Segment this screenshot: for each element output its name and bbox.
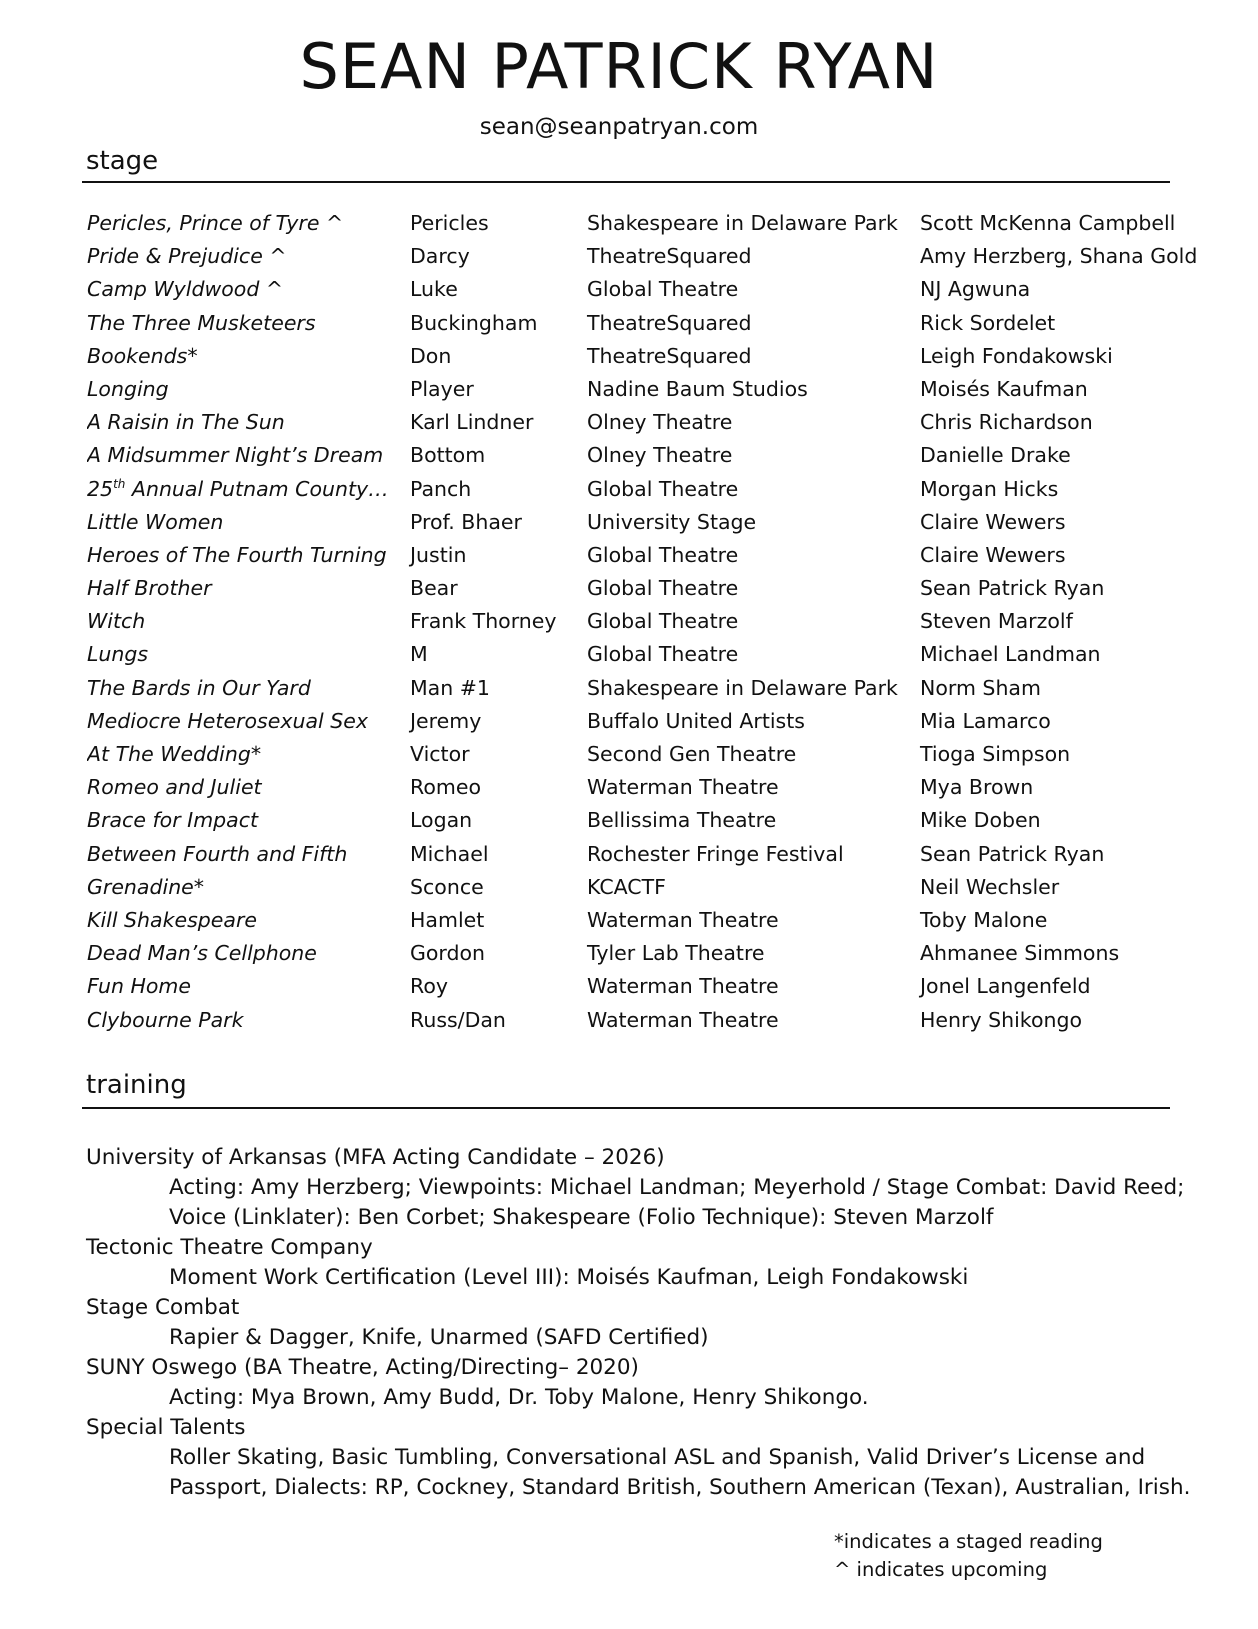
credit-venue: Second Gen Theatre (587, 742, 797, 766)
credit-title: Lungs (87, 642, 149, 667)
credit-venue: Shakespeare in Delaware Park (587, 675, 898, 700)
credit-row (87, 1004, 1207, 1037)
credit-venue: University Stage (587, 509, 757, 534)
credit-director: Mike Doben (920, 808, 1041, 833)
credit-row (87, 838, 1207, 871)
credit-row (87, 506, 1207, 539)
credit-venue: Olney Theatre (587, 443, 733, 468)
credit-row (87, 804, 1207, 837)
credit-row (87, 638, 1207, 671)
stage-divider (82, 181, 1170, 183)
credit-role: Russ/Dan (410, 1007, 506, 1032)
credit-title: Romeo and Juliet (87, 775, 262, 800)
credit-venue: Waterman Theatre (587, 974, 779, 999)
staged-reading-note: *indicates a staged reading (834, 1530, 1103, 1553)
credit-venue: Rochester Fringe Festival (587, 841, 844, 866)
credit-row (87, 373, 1207, 406)
credit-title: The Three Musketeers (87, 310, 316, 335)
credit-row (87, 904, 1207, 937)
credit-row (87, 970, 1207, 1003)
credit-row (87, 473, 1207, 506)
credit-role: Hamlet (410, 907, 485, 932)
credit-venue: TheatreSquared (587, 244, 752, 269)
credit-row (87, 572, 1207, 605)
credit-role: Bear (410, 576, 458, 601)
training-institution: University of Arkansas (MFA Acting Candidate – 2026) (86, 1145, 665, 1170)
credit-title-number: 25 (87, 476, 114, 501)
credit-role: Panch (410, 476, 472, 501)
credit-venue: Tyler Lab Theatre (587, 941, 765, 966)
credit-row (87, 273, 1207, 306)
credit-role: Jeremy (410, 708, 482, 733)
credit-role: Don (410, 343, 452, 368)
credit-role: Frank Thorney (410, 609, 557, 634)
stage-heading: stage (86, 146, 159, 176)
credit-title: Longing (87, 376, 169, 401)
credit-row (87, 307, 1207, 340)
credit-row (87, 937, 1207, 970)
credit-role: Logan (410, 808, 473, 833)
credit-title: Little Women (87, 509, 224, 534)
credit-row (87, 406, 1207, 439)
credit-role: Player (410, 376, 474, 401)
credit-venue: Waterman Theatre (587, 907, 779, 932)
credit-venue: TheatreSquared (587, 343, 752, 368)
credit-title: Clybourne Park (87, 1007, 244, 1032)
credit-director: Neil Wechsler (920, 874, 1060, 899)
credit-director: Ahmanee Simmons (920, 941, 1120, 966)
credit-role: Man #1 (410, 675, 490, 700)
credit-title: Fun Home (87, 974, 192, 999)
credit-title: Half Brother (87, 576, 212, 601)
credit-title: Heroes of The Fourth Turning (87, 542, 387, 567)
credit-role: Michael (410, 841, 489, 866)
credit-title: Pericles, Prince of Tyre ^ (87, 211, 344, 235)
credit-title: Brace for Impact (87, 808, 259, 833)
credit-row (87, 340, 1207, 373)
credit-venue: Global Theatre (587, 609, 739, 634)
credit-venue: Global Theatre (587, 642, 739, 667)
credit-row (87, 539, 1207, 572)
email-address: sean@seanpatryan.com (479, 114, 759, 140)
training-detail: Moment Work Certification (Level III): Moisés Kaufman, Leigh Fondakowski (169, 1265, 969, 1290)
credit-role: Bottom (410, 443, 486, 468)
training-heading: training (86, 1070, 187, 1100)
credit-row (87, 605, 1207, 638)
training-list (86, 1143, 1196, 1503)
credit-director: Jonel Langenfeld (920, 974, 1091, 999)
upcoming-note: ^ indicates upcoming (834, 1558, 1048, 1581)
credit-director: Danielle Drake (920, 443, 1071, 468)
credit-title: Grenadine* (87, 874, 205, 899)
credit-director: Moisés Kaufman (920, 376, 1088, 401)
credit-title: A Midsummer Night’s Dream (87, 443, 384, 468)
credit-director: Chris Richardson (920, 410, 1093, 435)
credit-director: Sean Patrick Ryan (920, 841, 1105, 866)
credit-title: The Bards in Our Yard (87, 675, 311, 700)
training-detail: Roller Skating, Basic Tumbling, Conversational ASL and Spanish, Valid Driver’s License and Passport, Dialects: RP, Cockney, Standard British, Southern American (Texan), Australian, Irish. (169, 1445, 1191, 1500)
credit-director: Michael Landman (920, 642, 1101, 667)
credit-role: Romeo (410, 775, 481, 800)
credit-row (87, 439, 1207, 472)
credit-venue: Waterman Theatre (587, 775, 779, 800)
credit-role: Justin (410, 542, 467, 567)
stage-credits-list (87, 207, 1207, 1037)
credit-role: Prof. Bhaer (410, 509, 522, 534)
credit-role: Karl Lindner (410, 410, 534, 435)
credit-venue: Bellissima Theatre (587, 808, 777, 833)
credit-row (87, 207, 1207, 240)
training-detail: Acting: Mya Brown, Amy Budd, Dr. Toby Malone, Henry Shikongo. (169, 1385, 869, 1410)
credit-role: Roy (410, 974, 448, 999)
credit-title-rest: Annual Putnam County… (125, 476, 389, 501)
credit-director: Norm Sham (920, 675, 1041, 700)
credit-venue: Shakespeare in Delaware Park (587, 211, 898, 235)
credit-director: Steven Marzolf (920, 609, 1073, 634)
credit-role: Darcy (410, 244, 470, 269)
credit-director: Claire Wewers (920, 542, 1066, 567)
credit-title: Dead Man’s Cellphone (87, 941, 317, 966)
credit-title: At The Wedding* (87, 742, 262, 766)
credit-director: Claire Wewers (920, 509, 1066, 534)
credit-row (87, 672, 1207, 705)
credit-title: Kill Shakespeare (87, 907, 258, 932)
credit-row (87, 871, 1207, 904)
credit-title: Mediocre Heterosexual Sex (87, 708, 368, 733)
credit-director: Mia Lamarco (920, 708, 1051, 733)
credit-director: Tioga Simpson (920, 742, 1071, 766)
credit-title: Camp Wyldwood ^ (87, 277, 284, 302)
credit-venue: Waterman Theatre (587, 1007, 779, 1032)
training-institution: Stage Combat (86, 1295, 240, 1320)
credit-role: Sconce (410, 874, 484, 899)
training-detail: Acting: Amy Herzberg; Viewpoints: Michael Landman; Meyerhold / Stage Combat: David Reed; Voice (Linklater): Ben Corbet; Shakespeare (Folio Technique): Steven Marzolf (169, 1175, 1185, 1230)
credit-title-superscript: th (113, 476, 126, 491)
credit-venue: TheatreSquared (587, 310, 752, 335)
credit-director: Morgan Hicks (920, 476, 1059, 501)
credit-title: Witch (87, 609, 146, 634)
credit-row (87, 705, 1207, 738)
credit-role: Luke (410, 277, 458, 302)
credit-director: Leigh Fondakowski (920, 343, 1113, 368)
credit-title (87, 473, 410, 506)
credit-venue: Olney Theatre (587, 410, 733, 435)
training-detail: Rapier & Dagger, Knife, Unarmed (SAFD Certified) (169, 1325, 709, 1350)
credit-director: Scott McKenna Campbell (920, 211, 1176, 235)
credit-title: Pride & Prejudice ^ (87, 244, 287, 269)
credit-director: NJ Agwuna (920, 277, 1031, 302)
credit-director: Henry Shikongo (920, 1007, 1083, 1032)
credit-role: Buckingham (410, 310, 538, 335)
credit-title: Bookends* (87, 343, 198, 368)
training-divider (82, 1107, 1170, 1109)
credit-venue: Global Theatre (587, 542, 739, 567)
credit-role: Victor (410, 742, 470, 766)
training-institution: Tectonic Theatre Company (86, 1235, 373, 1260)
credit-row (87, 240, 1207, 273)
credit-venue: Buffalo United Artists (587, 708, 805, 733)
credit-title: A Raisin in The Sun (87, 410, 285, 435)
credit-title: Between Fourth and Fifth (87, 841, 348, 866)
credit-venue: KCACTF (587, 874, 666, 899)
legend-notes (834, 1528, 1103, 1584)
credit-director: Sean Patrick Ryan (920, 576, 1105, 601)
credit-director: Amy Herzberg, Shana Gold (920, 244, 1198, 269)
name-heading: SEAN PATRICK RYAN (299, 30, 939, 103)
credit-director: Toby Malone (920, 907, 1048, 932)
credit-director: Mya Brown (920, 775, 1034, 800)
credit-director: Rick Sordelet (920, 310, 1056, 335)
credit-role: M (410, 642, 428, 667)
training-institution: SUNY Oswego (BA Theatre, Acting/Directing– 2020) (86, 1355, 639, 1380)
credit-role: Gordon (410, 941, 486, 966)
credit-row (87, 738, 1207, 771)
credit-venue: Nadine Baum Studios (587, 376, 808, 401)
credit-venue: Global Theatre (587, 476, 739, 501)
credit-role: Pericles (410, 211, 489, 235)
training-institution: Special Talents (86, 1415, 246, 1440)
credit-venue: Global Theatre (587, 576, 739, 601)
credit-venue: Global Theatre (587, 277, 739, 302)
credit-row (87, 771, 1207, 804)
